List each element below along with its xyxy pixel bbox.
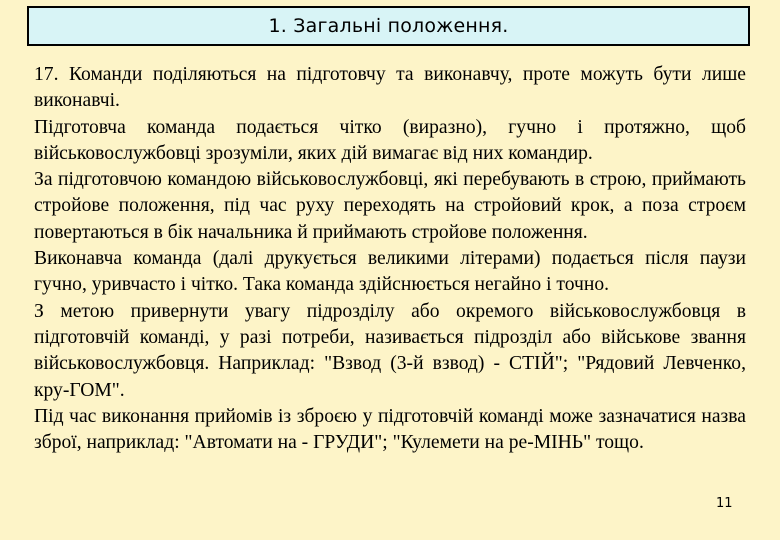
paragraph-attention-example: З метою привернути увагу підрозділу або окремого військовослужбовця в підготовчій команді, у разі потреби, називається підрозділ або військове звання військовослужбовця. Наприклад: "Взвод (3-й взвод) - СТІЙ"; "Рядовий Левченко, кру-ГОМ". [34, 300, 746, 401]
slide-title-box [27, 6, 750, 46]
paragraph-preparatory-command: Підготовча команда подається чітко (виразно), гучно і протяжно, щоб військовослужбовці зрозуміли, яких дій вимагає від них командир. [34, 116, 746, 164]
paragraph-weapons-example: Під час виконання прийомів із зброєю у підготовчій команді може зазначатися назва зброї, наприклад: "Автомати на - ГРУДИ"; "Кулемети на ре-МІНЬ" тощо. [34, 405, 746, 454]
page-number: 11 [716, 496, 733, 511]
paragraph-commands-types: 17. Команди поділяються на підготовчу та виконавчу, проте можуть бути лише виконавчі. [34, 64, 746, 112]
slide-body [34, 62, 746, 456]
paragraph-executive-command: Виконавча команда (далі друкується великими літерами) подається після паузи гучно, уривчасто і чітко. Така команда здійснюється негайно і точно. [34, 248, 746, 296]
paragraph-preparatory-response: За підготовчою командою військовослужбовці, які перебувають в строю, приймають стройове положення, під час руху переходять на стройовий крок, а поза строєм повертаються в бік начальника й приймають стройове положення. [34, 169, 746, 243]
slide-title: 1. Загальні положення. [268, 15, 509, 37]
